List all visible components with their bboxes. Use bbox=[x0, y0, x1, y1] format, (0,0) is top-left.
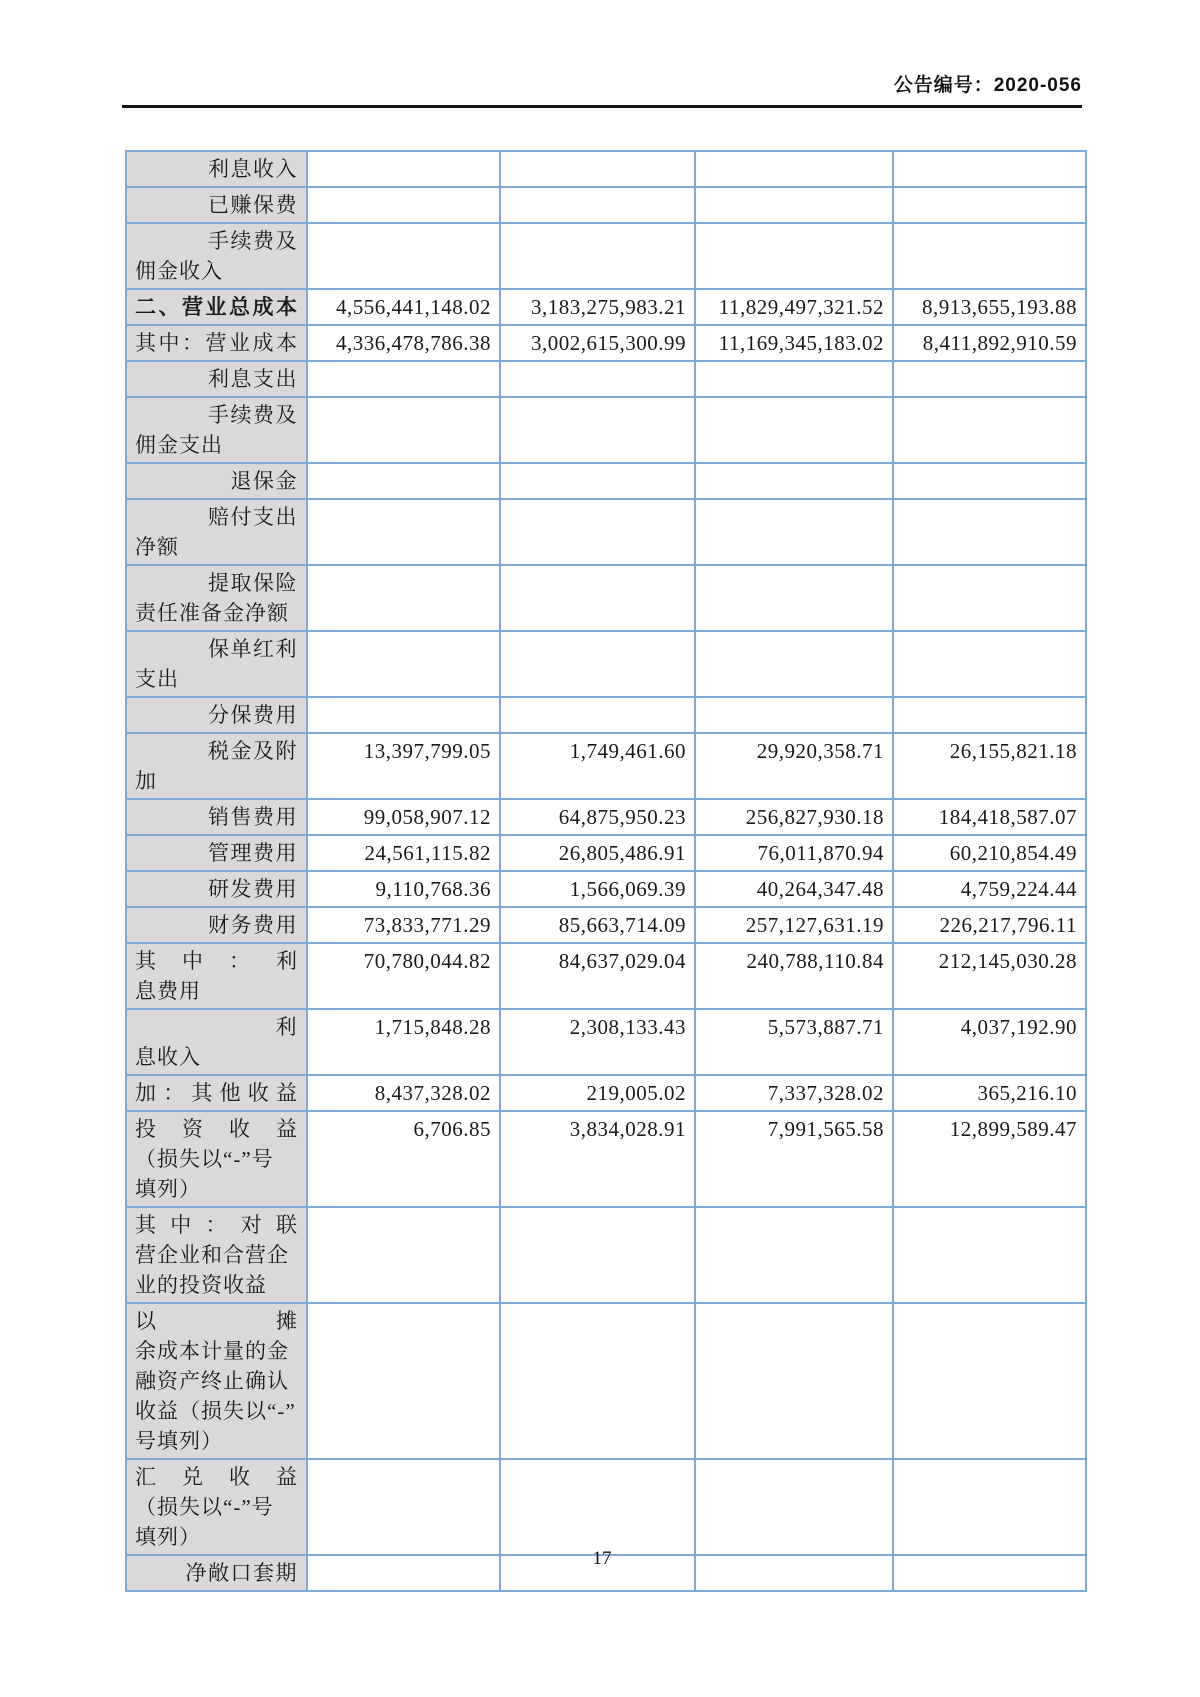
row-label-line: 汇兑收益 bbox=[135, 1465, 298, 1489]
row-label-line: 保单红利 bbox=[208, 637, 298, 661]
value-cell: 26,155,821.18 bbox=[893, 733, 1086, 799]
table-row bbox=[126, 631, 1086, 697]
value-cell-empty bbox=[500, 223, 695, 289]
value-cell-empty bbox=[307, 361, 500, 397]
value-cell-empty bbox=[695, 697, 893, 733]
value-cell-empty bbox=[307, 187, 500, 223]
table-row bbox=[126, 325, 1086, 361]
row-label bbox=[126, 871, 307, 907]
row-label-line: 业的投资收益 bbox=[135, 1273, 267, 1297]
row-label-line: 佣金收入 bbox=[135, 259, 223, 283]
value-cell: 12,899,589.47 bbox=[893, 1111, 1086, 1207]
value-cell-empty bbox=[307, 397, 500, 463]
row-label bbox=[126, 289, 307, 325]
value-cell-empty bbox=[307, 223, 500, 289]
value-cell-empty bbox=[500, 187, 695, 223]
value-cell: 212,145,030.28 bbox=[893, 943, 1086, 1009]
value-cell-empty bbox=[695, 397, 893, 463]
value-cell-empty bbox=[500, 631, 695, 697]
announcement-number: 公告编号：2020-056 bbox=[893, 75, 1082, 96]
value-cell: 240,788,110.84 bbox=[695, 943, 893, 1009]
value-cell-empty bbox=[500, 151, 695, 187]
value-cell-empty bbox=[500, 1207, 695, 1303]
value-cell-empty bbox=[307, 1207, 500, 1303]
row-label bbox=[126, 1303, 307, 1459]
value-cell-empty bbox=[307, 499, 500, 565]
value-cell-empty bbox=[893, 187, 1086, 223]
row-label-line: 手续费及 bbox=[208, 229, 298, 253]
value-cell-empty bbox=[893, 1303, 1086, 1459]
value-cell-empty bbox=[695, 1303, 893, 1459]
value-cell-empty bbox=[893, 361, 1086, 397]
row-label-line: 加 bbox=[135, 769, 157, 793]
row-label bbox=[126, 1207, 307, 1303]
table-row bbox=[126, 697, 1086, 733]
row-label bbox=[126, 565, 307, 631]
value-cell-empty bbox=[500, 463, 695, 499]
table-row bbox=[126, 1207, 1086, 1303]
table-row bbox=[126, 907, 1086, 943]
row-label-line: 其中：对联 bbox=[135, 1213, 298, 1237]
row-label-line: 以摊 bbox=[135, 1309, 298, 1333]
row-label bbox=[126, 697, 307, 733]
row-label-line: 收益（损失以“-” bbox=[135, 1399, 296, 1423]
value-cell: 60,210,854.49 bbox=[893, 835, 1086, 871]
value-cell: 3,183,275,983.21 bbox=[500, 289, 695, 325]
value-cell: 8,437,328.02 bbox=[307, 1075, 500, 1111]
row-label-line: （损失以“-”号 bbox=[135, 1147, 274, 1171]
row-label-line: 提取保险 bbox=[208, 571, 298, 595]
table-row bbox=[126, 565, 1086, 631]
value-cell: 29,920,358.71 bbox=[695, 733, 893, 799]
income-statement-table bbox=[125, 150, 1087, 1592]
row-label-line: 息费用 bbox=[135, 979, 201, 1003]
value-cell-empty bbox=[695, 565, 893, 631]
value-cell: 184,418,587.07 bbox=[893, 799, 1086, 835]
row-label-line: 退保金 bbox=[230, 469, 298, 493]
value-cell-empty bbox=[695, 223, 893, 289]
row-label-line: 佣金支出 bbox=[135, 433, 223, 457]
row-label-line: 分保费用 bbox=[208, 703, 298, 727]
row-label bbox=[126, 397, 307, 463]
value-cell-empty bbox=[695, 187, 893, 223]
row-label bbox=[126, 1459, 307, 1555]
value-cell-empty bbox=[893, 151, 1086, 187]
value-cell: 226,217,796.11 bbox=[893, 907, 1086, 943]
value-cell: 76,011,870.94 bbox=[695, 835, 893, 871]
page-footer bbox=[122, 1548, 1082, 1570]
value-cell-empty bbox=[893, 631, 1086, 697]
value-cell: 7,337,328.02 bbox=[695, 1075, 893, 1111]
value-cell-empty bbox=[695, 1459, 893, 1555]
value-cell-empty bbox=[307, 565, 500, 631]
value-cell-empty bbox=[307, 697, 500, 733]
row-label-line: 净敞口套期 bbox=[185, 1561, 298, 1585]
value-cell: 11,169,345,183.02 bbox=[695, 325, 893, 361]
row-label bbox=[126, 151, 307, 187]
table-row bbox=[126, 1009, 1086, 1075]
row-label bbox=[126, 799, 307, 835]
row-label-line: 营企业和合营企 bbox=[135, 1243, 289, 1267]
value-cell-empty bbox=[307, 631, 500, 697]
value-cell: 70,780,044.82 bbox=[307, 943, 500, 1009]
row-label-line: 二、营业总成本 bbox=[135, 295, 298, 319]
table-row bbox=[126, 361, 1086, 397]
table-row bbox=[126, 943, 1086, 1009]
value-cell-empty bbox=[500, 499, 695, 565]
value-cell-empty bbox=[695, 1207, 893, 1303]
table-row bbox=[126, 799, 1086, 835]
row-label-line: 号填列） bbox=[135, 1429, 223, 1453]
value-cell-empty bbox=[307, 463, 500, 499]
value-cell: 6,706.85 bbox=[307, 1111, 500, 1207]
value-cell: 256,827,930.18 bbox=[695, 799, 893, 835]
value-cell-empty bbox=[307, 1459, 500, 1555]
row-label-line: 息收入 bbox=[135, 1045, 201, 1069]
value-cell: 73,833,771.29 bbox=[307, 907, 500, 943]
row-label bbox=[126, 223, 307, 289]
value-cell-empty bbox=[500, 361, 695, 397]
row-label-line: 已赚保费 bbox=[208, 193, 298, 217]
table-row bbox=[126, 835, 1086, 871]
value-cell: 365,216.10 bbox=[893, 1075, 1086, 1111]
page-number: 17 bbox=[592, 1548, 612, 1569]
value-cell-empty bbox=[695, 361, 893, 397]
row-label bbox=[126, 361, 307, 397]
value-cell: 257,127,631.19 bbox=[695, 907, 893, 943]
value-cell-empty bbox=[893, 223, 1086, 289]
table-row bbox=[126, 397, 1086, 463]
value-cell: 8,411,892,910.59 bbox=[893, 325, 1086, 361]
row-label-line: 利息收入 bbox=[208, 157, 298, 181]
table-row bbox=[126, 1459, 1086, 1555]
row-label-line: 填列） bbox=[135, 1525, 201, 1549]
row-label-line: 净额 bbox=[135, 535, 179, 559]
value-cell: 2,308,133.43 bbox=[500, 1009, 695, 1075]
value-cell-empty bbox=[500, 565, 695, 631]
row-label-line: 其中：营业成本 bbox=[135, 331, 298, 355]
value-cell-empty bbox=[695, 463, 893, 499]
table-row bbox=[126, 1303, 1086, 1459]
row-label-line: 填列） bbox=[135, 1177, 201, 1201]
row-label-line: 利息支出 bbox=[208, 367, 298, 391]
value-cell: 26,805,486.91 bbox=[500, 835, 695, 871]
value-cell: 1,715,848.28 bbox=[307, 1009, 500, 1075]
value-cell: 3,834,028.91 bbox=[500, 1111, 695, 1207]
value-cell: 219,005.02 bbox=[500, 1075, 695, 1111]
value-cell: 8,913,655,193.88 bbox=[893, 289, 1086, 325]
value-cell: 40,264,347.48 bbox=[695, 871, 893, 907]
row-label bbox=[126, 1075, 307, 1111]
table-row bbox=[126, 733, 1086, 799]
income-statement-table-body bbox=[126, 151, 1086, 1591]
row-label bbox=[126, 1111, 307, 1207]
row-label bbox=[126, 325, 307, 361]
value-cell-empty bbox=[893, 1207, 1086, 1303]
row-label-line: 加：其他收益 bbox=[135, 1081, 298, 1105]
row-label bbox=[126, 733, 307, 799]
table-row bbox=[126, 463, 1086, 499]
row-label-line: 手续费及 bbox=[208, 403, 298, 427]
row-label bbox=[126, 835, 307, 871]
row-label-line: 其中：利 bbox=[135, 949, 298, 973]
row-label bbox=[126, 1009, 307, 1075]
row-label bbox=[126, 907, 307, 943]
page-header bbox=[122, 70, 1082, 108]
value-cell: 1,566,069.39 bbox=[500, 871, 695, 907]
row-label-line: 管理费用 bbox=[208, 841, 298, 865]
row-label bbox=[126, 499, 307, 565]
value-cell-empty bbox=[500, 697, 695, 733]
value-cell-empty bbox=[893, 565, 1086, 631]
value-cell: 3,002,615,300.99 bbox=[500, 325, 695, 361]
row-label-line: 赔付支出 bbox=[208, 505, 298, 529]
value-cell: 9,110,768.36 bbox=[307, 871, 500, 907]
value-cell-empty bbox=[695, 151, 893, 187]
value-cell: 5,573,887.71 bbox=[695, 1009, 893, 1075]
value-cell-empty bbox=[695, 631, 893, 697]
row-label bbox=[126, 943, 307, 1009]
table-row bbox=[126, 187, 1086, 223]
row-label-line: 财务费用 bbox=[208, 913, 298, 937]
value-cell: 4,336,478,786.38 bbox=[307, 325, 500, 361]
value-cell: 24,561,115.82 bbox=[307, 835, 500, 871]
value-cell: 85,663,714.09 bbox=[500, 907, 695, 943]
table-row bbox=[126, 289, 1086, 325]
value-cell-empty bbox=[893, 397, 1086, 463]
value-cell: 7,991,565.58 bbox=[695, 1111, 893, 1207]
value-cell-empty bbox=[695, 499, 893, 565]
value-cell: 99,058,907.12 bbox=[307, 799, 500, 835]
row-label-line: 销售费用 bbox=[208, 805, 298, 829]
row-label bbox=[126, 187, 307, 223]
row-label-line: 投资收益 bbox=[135, 1117, 298, 1141]
value-cell: 1,749,461.60 bbox=[500, 733, 695, 799]
value-cell: 4,556,441,148.02 bbox=[307, 289, 500, 325]
table-row bbox=[126, 1111, 1086, 1207]
value-cell-empty bbox=[307, 151, 500, 187]
row-label bbox=[126, 463, 307, 499]
value-cell-empty bbox=[893, 697, 1086, 733]
value-cell-empty bbox=[500, 1303, 695, 1459]
value-cell: 4,037,192.90 bbox=[893, 1009, 1086, 1075]
value-cell: 84,637,029.04 bbox=[500, 943, 695, 1009]
value-cell: 64,875,950.23 bbox=[500, 799, 695, 835]
table-row bbox=[126, 223, 1086, 289]
value-cell-empty bbox=[893, 499, 1086, 565]
value-cell: 4,759,224.44 bbox=[893, 871, 1086, 907]
row-label-line: 税金及附 bbox=[208, 739, 298, 763]
row-label-line: 融资产终止确认 bbox=[135, 1369, 289, 1393]
row-label-line: 余成本计量的金 bbox=[135, 1339, 289, 1363]
row-label-line: 利 bbox=[275, 1015, 298, 1039]
row-label-line: 责任准备金净额 bbox=[135, 601, 289, 625]
value-cell-empty bbox=[307, 1303, 500, 1459]
value-cell-empty bbox=[500, 1459, 695, 1555]
table-row bbox=[126, 871, 1086, 907]
value-cell: 11,829,497,321.52 bbox=[695, 289, 893, 325]
value-cell-empty bbox=[893, 463, 1086, 499]
row-label-line: 支出 bbox=[135, 667, 179, 691]
row-label-line: 研发费用 bbox=[208, 877, 298, 901]
table-row bbox=[126, 1075, 1086, 1111]
value-cell-empty bbox=[500, 397, 695, 463]
table-row bbox=[126, 151, 1086, 187]
value-cell: 13,397,799.05 bbox=[307, 733, 500, 799]
value-cell-empty bbox=[893, 1459, 1086, 1555]
header-rule bbox=[122, 105, 1082, 108]
row-label bbox=[126, 631, 307, 697]
table-row bbox=[126, 499, 1086, 565]
row-label-line: （损失以“-”号 bbox=[135, 1495, 274, 1519]
